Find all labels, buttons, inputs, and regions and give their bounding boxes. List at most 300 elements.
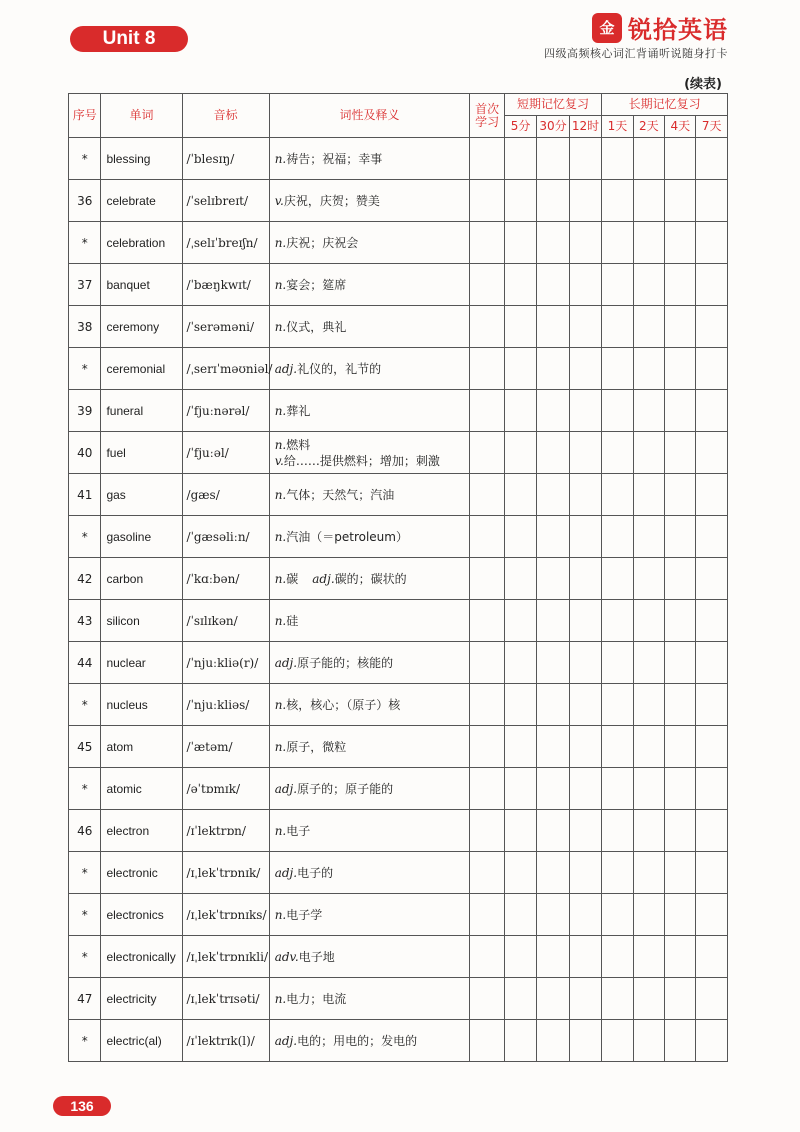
definition-line (275, 453, 470, 469)
checkbox-short-term[interactable] (504, 936, 536, 978)
checkbox-long-term[interactable] (602, 978, 633, 1020)
row-definition (269, 138, 470, 180)
meaning: 电子地 (298, 949, 335, 964)
checkbox-short-term[interactable] (504, 726, 536, 768)
checkbox-short-term[interactable] (569, 348, 601, 390)
checkbox-first-study[interactable] (470, 474, 504, 516)
checkbox-short-term[interactable] (537, 810, 569, 852)
part-of-speech: n. (274, 235, 287, 250)
checkbox-short-term[interactable] (537, 726, 569, 768)
checkbox-short-term[interactable] (504, 222, 536, 264)
header-short-col: 5分 (504, 116, 536, 138)
definition-line (275, 437, 470, 453)
row-word: ceremony (101, 306, 182, 348)
meaning: 宴会；筵席 (286, 277, 347, 292)
checkbox-long-term[interactable] (665, 642, 696, 684)
checkbox-long-term[interactable] (696, 138, 728, 180)
checkbox-long-term[interactable] (633, 684, 664, 726)
row-word: electron (101, 810, 182, 852)
header-number: 序号 (69, 94, 101, 138)
checkbox-first-study[interactable] (470, 852, 504, 894)
checkbox-first-study[interactable] (470, 684, 504, 726)
brand-logo-icon: 金 (592, 13, 622, 43)
part-of-speech: n. (274, 319, 287, 334)
definition-line (275, 1033, 470, 1049)
meaning: 核，核心；（原子）核 (286, 697, 401, 712)
row-definition (269, 684, 470, 726)
checkbox-long-term[interactable] (696, 516, 728, 558)
checkbox-long-term[interactable] (602, 558, 633, 600)
checkbox-long-term[interactable] (696, 264, 728, 306)
meaning: 庆祝；庆祝会 (286, 235, 359, 250)
checkbox-long-term[interactable] (602, 852, 633, 894)
checkbox-long-term[interactable] (665, 978, 696, 1020)
checkbox-first-study[interactable] (470, 432, 504, 474)
checkbox-short-term[interactable] (569, 264, 601, 306)
checkbox-long-term[interactable] (633, 978, 664, 1020)
row-definition (269, 600, 470, 642)
checkbox-short-term[interactable] (504, 432, 536, 474)
checkbox-long-term[interactable] (633, 390, 664, 432)
checkbox-long-term[interactable] (665, 390, 696, 432)
checkbox-short-term[interactable] (569, 810, 601, 852)
checkbox-first-study[interactable] (470, 726, 504, 768)
checkbox-short-term[interactable] (504, 390, 536, 432)
row-definition (269, 852, 470, 894)
checkbox-short-term[interactable] (504, 810, 536, 852)
checkbox-short-term[interactable] (569, 852, 601, 894)
checkbox-long-term[interactable] (633, 264, 664, 306)
definition-line (275, 739, 470, 755)
row-definition (269, 222, 470, 264)
row-number: * (69, 516, 101, 558)
row-word: nucleus (101, 684, 182, 726)
checkbox-long-term[interactable] (602, 180, 633, 222)
checkbox-short-term[interactable] (537, 852, 569, 894)
table-row (69, 1020, 728, 1062)
row-definition (269, 768, 470, 810)
part-of-speech: n. (274, 613, 287, 628)
checkbox-short-term[interactable] (537, 600, 569, 642)
checkbox-short-term[interactable] (569, 1020, 601, 1062)
checkbox-short-term[interactable] (569, 894, 601, 936)
checkbox-short-term[interactable] (569, 726, 601, 768)
row-phonetic: /ˈfjuːnərəl/ (182, 390, 269, 432)
checkbox-short-term[interactable] (537, 180, 569, 222)
checkbox-short-term[interactable] (537, 768, 569, 810)
checkbox-long-term[interactable] (633, 726, 664, 768)
checkbox-long-term[interactable] (696, 390, 728, 432)
checkbox-first-study[interactable] (470, 222, 504, 264)
checkbox-long-term[interactable] (602, 936, 633, 978)
row-word: gasoline (101, 516, 182, 558)
meaning: 电子 (286, 823, 311, 838)
checkbox-short-term[interactable] (569, 432, 601, 474)
header-long-col: 1天 (602, 116, 633, 138)
meaning: 原子能的；核能的 (297, 655, 394, 670)
row-number: * (69, 222, 101, 264)
checkbox-short-term[interactable] (504, 894, 536, 936)
checkbox-first-study[interactable] (470, 390, 504, 432)
checkbox-long-term[interactable] (665, 1020, 696, 1062)
row-definition (269, 432, 470, 474)
checkbox-long-term[interactable] (696, 222, 728, 264)
definition-line (275, 487, 470, 503)
checkbox-long-term[interactable] (602, 432, 633, 474)
checkbox-long-term[interactable] (602, 474, 633, 516)
row-definition (269, 894, 470, 936)
checkbox-long-term[interactable] (696, 180, 728, 222)
checkbox-long-term[interactable] (665, 138, 696, 180)
row-word: blessing (101, 138, 182, 180)
checkbox-long-term[interactable] (696, 978, 728, 1020)
part-of-speech: n. (274, 991, 287, 1006)
checkbox-short-term[interactable] (569, 138, 601, 180)
checkbox-long-term[interactable] (602, 306, 633, 348)
checkbox-long-term[interactable] (696, 1020, 728, 1062)
checkbox-long-term[interactable] (633, 180, 664, 222)
checkbox-short-term[interactable] (537, 348, 569, 390)
checkbox-first-study[interactable] (470, 264, 504, 306)
checkbox-short-term[interactable] (504, 180, 536, 222)
row-word: atom (101, 726, 182, 768)
row-word: carbon (101, 558, 182, 600)
checkbox-short-term[interactable] (504, 516, 536, 558)
checkbox-short-term[interactable] (504, 1020, 536, 1062)
table-row (69, 684, 728, 726)
row-number: 41 (69, 474, 101, 516)
checkbox-short-term[interactable] (569, 516, 601, 558)
meaning: 碳 (286, 571, 299, 586)
table-row (69, 978, 728, 1020)
row-number: 38 (69, 306, 101, 348)
part-of-speech: n. (274, 151, 287, 166)
checkbox-short-term[interactable] (504, 264, 536, 306)
meaning: 原子的；原子能的 (297, 781, 394, 796)
table-row (69, 306, 728, 348)
row-phonetic: /əˈtɒmɪk/ (182, 768, 269, 810)
checkbox-short-term[interactable] (537, 474, 569, 516)
meaning: 电力；电流 (286, 991, 347, 1006)
row-phonetic: /ˈfjuːəl/ (182, 432, 269, 474)
row-phonetic: /gæs/ (182, 474, 269, 516)
checkbox-long-term[interactable] (633, 306, 664, 348)
definition-line (275, 361, 470, 377)
checkbox-long-term[interactable] (696, 600, 728, 642)
table-row (69, 432, 728, 474)
part-of-speech: adj. (274, 361, 298, 376)
checkbox-short-term[interactable] (537, 558, 569, 600)
checkbox-long-term[interactable] (665, 768, 696, 810)
checkbox-long-term[interactable] (633, 768, 664, 810)
checkbox-long-term[interactable] (602, 894, 633, 936)
row-phonetic: /ˈblesɪŋ/ (182, 138, 269, 180)
definition-line (275, 823, 470, 839)
meaning: 气体；天然气；汽油 (286, 487, 395, 502)
checkbox-short-term[interactable] (504, 558, 536, 600)
row-number: 46 (69, 810, 101, 852)
meaning: 庆祝，庆贺；赞美 (283, 193, 380, 208)
checkbox-long-term[interactable] (633, 936, 664, 978)
checkbox-short-term[interactable] (569, 390, 601, 432)
row-word: electronic (101, 852, 182, 894)
row-number: * (69, 348, 101, 390)
definition-line (275, 697, 470, 713)
checkbox-first-study[interactable] (470, 978, 504, 1020)
row-phonetic: /ˈbæŋkwɪt/ (182, 264, 269, 306)
checkbox-short-term[interactable] (569, 642, 601, 684)
checkbox-long-term[interactable] (665, 180, 696, 222)
checkbox-long-term[interactable] (665, 810, 696, 852)
checkbox-short-term[interactable] (569, 180, 601, 222)
checkbox-first-study[interactable] (470, 516, 504, 558)
header-long-col: 7天 (696, 116, 728, 138)
checkbox-first-study[interactable] (470, 138, 504, 180)
checkbox-short-term[interactable] (569, 306, 601, 348)
definition-line (275, 277, 470, 293)
checkbox-short-term[interactable] (537, 306, 569, 348)
checkbox-long-term[interactable] (665, 852, 696, 894)
checkbox-short-term[interactable] (504, 852, 536, 894)
checkbox-long-term[interactable] (665, 432, 696, 474)
checkbox-long-term[interactable] (633, 516, 664, 558)
row-phonetic: /ˈgæsəliːn/ (182, 516, 269, 558)
checkbox-long-term[interactable] (696, 642, 728, 684)
checkbox-short-term[interactable] (537, 138, 569, 180)
row-number: 39 (69, 390, 101, 432)
row-definition (269, 348, 470, 390)
checkbox-long-term[interactable] (602, 138, 633, 180)
row-definition (269, 516, 470, 558)
row-number: 42 (69, 558, 101, 600)
checkbox-short-term[interactable] (537, 936, 569, 978)
checkbox-short-term[interactable] (504, 684, 536, 726)
row-phonetic: /ɪˌlekˈtrɒnɪk/ (182, 852, 269, 894)
part-of-speech: n. (274, 487, 287, 502)
checkbox-long-term[interactable] (633, 474, 664, 516)
checkbox-long-term[interactable] (665, 558, 696, 600)
checkbox-long-term[interactable] (696, 936, 728, 978)
part-of-speech: adj. (274, 655, 298, 670)
checkbox-first-study[interactable] (470, 306, 504, 348)
part-of-speech: adj. (274, 781, 298, 796)
checkbox-short-term[interactable] (537, 684, 569, 726)
checkbox-long-term[interactable] (665, 222, 696, 264)
checkbox-long-term[interactable] (696, 348, 728, 390)
checkbox-long-term[interactable] (602, 642, 633, 684)
checkbox-short-term[interactable] (569, 222, 601, 264)
row-number: 43 (69, 600, 101, 642)
meaning: 葬礼 (286, 403, 311, 418)
row-phonetic: /ˈnjuːkliəs/ (182, 684, 269, 726)
part-of-speech: n. (274, 739, 287, 754)
checkbox-long-term[interactable] (696, 474, 728, 516)
checkbox-long-term[interactable] (696, 810, 728, 852)
checkbox-long-term[interactable] (665, 936, 696, 978)
checkbox-short-term[interactable] (569, 600, 601, 642)
checkbox-long-term[interactable] (665, 894, 696, 936)
checkbox-first-study[interactable] (470, 1020, 504, 1062)
checkbox-long-term[interactable] (696, 894, 728, 936)
checkbox-short-term[interactable] (504, 768, 536, 810)
checkbox-long-term[interactable] (602, 810, 633, 852)
checkbox-first-study[interactable] (470, 180, 504, 222)
checkbox-long-term[interactable] (602, 768, 633, 810)
checkbox-long-term[interactable] (696, 768, 728, 810)
checkbox-long-term[interactable] (633, 222, 664, 264)
checkbox-first-study[interactable] (470, 642, 504, 684)
checkbox-long-term[interactable] (633, 600, 664, 642)
checkbox-first-study[interactable] (470, 768, 504, 810)
checkbox-long-term[interactable] (633, 1020, 664, 1062)
checkbox-short-term[interactable] (504, 306, 536, 348)
checkbox-long-term[interactable] (633, 348, 664, 390)
definition-line (275, 403, 470, 419)
checkbox-long-term[interactable] (696, 432, 728, 474)
header-short-col: 12时 (569, 116, 601, 138)
brand-header (592, 10, 728, 45)
checkbox-short-term[interactable] (569, 936, 601, 978)
header-short-term: 短期记忆复习 (504, 94, 601, 116)
meaning: 碳的；碳状的 (334, 571, 407, 586)
table-row (69, 348, 728, 390)
checkbox-first-study[interactable] (470, 894, 504, 936)
checkbox-short-term[interactable] (537, 642, 569, 684)
part-of-speech: n. (274, 823, 287, 838)
row-phonetic: /ˈsɪlɪkən/ (182, 600, 269, 642)
checkbox-short-term[interactable] (504, 600, 536, 642)
row-phonetic: /ɪˌlekˈtrɒnɪks/ (182, 894, 269, 936)
checkbox-long-term[interactable] (602, 684, 633, 726)
checkbox-long-term[interactable] (665, 600, 696, 642)
definition-line (275, 907, 470, 923)
checkbox-long-term[interactable] (665, 474, 696, 516)
part-of-speech: v. (274, 193, 284, 208)
row-definition (269, 306, 470, 348)
checkbox-long-term[interactable] (665, 348, 696, 390)
checkbox-first-study[interactable] (470, 600, 504, 642)
checkbox-long-term[interactable] (602, 726, 633, 768)
header-long-col: 4天 (665, 116, 696, 138)
continued-label: (续表) (684, 77, 722, 92)
row-definition (269, 264, 470, 306)
checkbox-long-term[interactable] (696, 852, 728, 894)
row-word: silicon (101, 600, 182, 642)
checkbox-long-term[interactable] (696, 684, 728, 726)
table-row (69, 600, 728, 642)
header-definition: 词性及释义 (269, 94, 470, 138)
row-definition (269, 810, 470, 852)
checkbox-long-term[interactable] (665, 516, 696, 558)
checkbox-short-term[interactable] (569, 768, 601, 810)
checkbox-short-term[interactable] (504, 138, 536, 180)
checkbox-short-term[interactable] (537, 264, 569, 306)
checkbox-short-term[interactable] (537, 894, 569, 936)
table-row (69, 222, 728, 264)
checkbox-short-term[interactable] (537, 390, 569, 432)
checkbox-long-term[interactable] (602, 516, 633, 558)
checkbox-long-term[interactable] (633, 810, 664, 852)
checkbox-short-term[interactable] (569, 474, 601, 516)
checkbox-short-term[interactable] (504, 348, 536, 390)
checkbox-long-term[interactable] (696, 558, 728, 600)
header-short-col: 30分 (537, 116, 569, 138)
part-of-speech: adj. (312, 571, 335, 586)
checkbox-short-term[interactable] (569, 978, 601, 1020)
checkbox-long-term[interactable] (665, 684, 696, 726)
part-of-speech: n. (274, 437, 287, 452)
header-first-study: 首次学习 (470, 94, 504, 138)
definition-line (275, 151, 470, 167)
checkbox-long-term[interactable] (633, 432, 664, 474)
checkbox-short-term[interactable] (537, 1020, 569, 1062)
meaning: 汽油（＝petroleum） (286, 529, 408, 544)
checkbox-long-term[interactable] (602, 1020, 633, 1062)
meaning: 电子学 (286, 907, 323, 922)
checkbox-long-term[interactable] (696, 306, 728, 348)
part-of-speech: n. (274, 571, 287, 586)
checkbox-long-term[interactable] (602, 264, 633, 306)
definition-line (275, 193, 470, 209)
checkbox-short-term[interactable] (569, 558, 601, 600)
checkbox-short-term[interactable] (504, 642, 536, 684)
meaning: 给……提供燃料；增加；刺激 (283, 453, 440, 468)
checkbox-short-term[interactable] (504, 474, 536, 516)
checkbox-long-term[interactable] (633, 894, 664, 936)
checkbox-long-term[interactable] (696, 726, 728, 768)
row-word: banquet (101, 264, 182, 306)
checkbox-long-term[interactable] (633, 558, 664, 600)
definition-line (275, 949, 470, 965)
table-row (69, 768, 728, 810)
header-long-col: 2天 (633, 116, 664, 138)
part-of-speech: n. (274, 529, 287, 544)
checkbox-short-term[interactable] (504, 978, 536, 1020)
table-row (69, 264, 728, 306)
checkbox-long-term[interactable] (602, 348, 633, 390)
meaning: 仪式，典礼 (286, 319, 347, 334)
table-row (69, 474, 728, 516)
row-phonetic: /ɪˌlekˈtrɪsəti/ (182, 978, 269, 1020)
checkbox-short-term[interactable] (569, 684, 601, 726)
checkbox-short-term[interactable] (537, 978, 569, 1020)
row-number: * (69, 684, 101, 726)
checkbox-long-term[interactable] (633, 642, 664, 684)
checkbox-long-term[interactable] (665, 726, 696, 768)
checkbox-short-term[interactable] (537, 222, 569, 264)
checkbox-first-study[interactable] (470, 810, 504, 852)
definition-line (275, 991, 470, 1007)
checkbox-first-study[interactable] (470, 348, 504, 390)
row-word: celebration (101, 222, 182, 264)
checkbox-long-term[interactable] (602, 600, 633, 642)
row-number: * (69, 768, 101, 810)
checkbox-short-term[interactable] (537, 516, 569, 558)
meaning: 电的；用电的；发电的 (297, 1033, 418, 1048)
checkbox-long-term[interactable] (665, 264, 696, 306)
header-row-1 (69, 94, 728, 116)
row-number: * (69, 894, 101, 936)
checkbox-long-term[interactable] (602, 222, 633, 264)
checkbox-long-term[interactable] (633, 138, 664, 180)
checkbox-first-study[interactable] (470, 558, 504, 600)
checkbox-first-study[interactable] (470, 936, 504, 978)
checkbox-long-term[interactable] (665, 306, 696, 348)
checkbox-long-term[interactable] (602, 390, 633, 432)
checkbox-short-term[interactable] (537, 432, 569, 474)
checkbox-long-term[interactable] (633, 852, 664, 894)
row-definition (269, 474, 470, 516)
